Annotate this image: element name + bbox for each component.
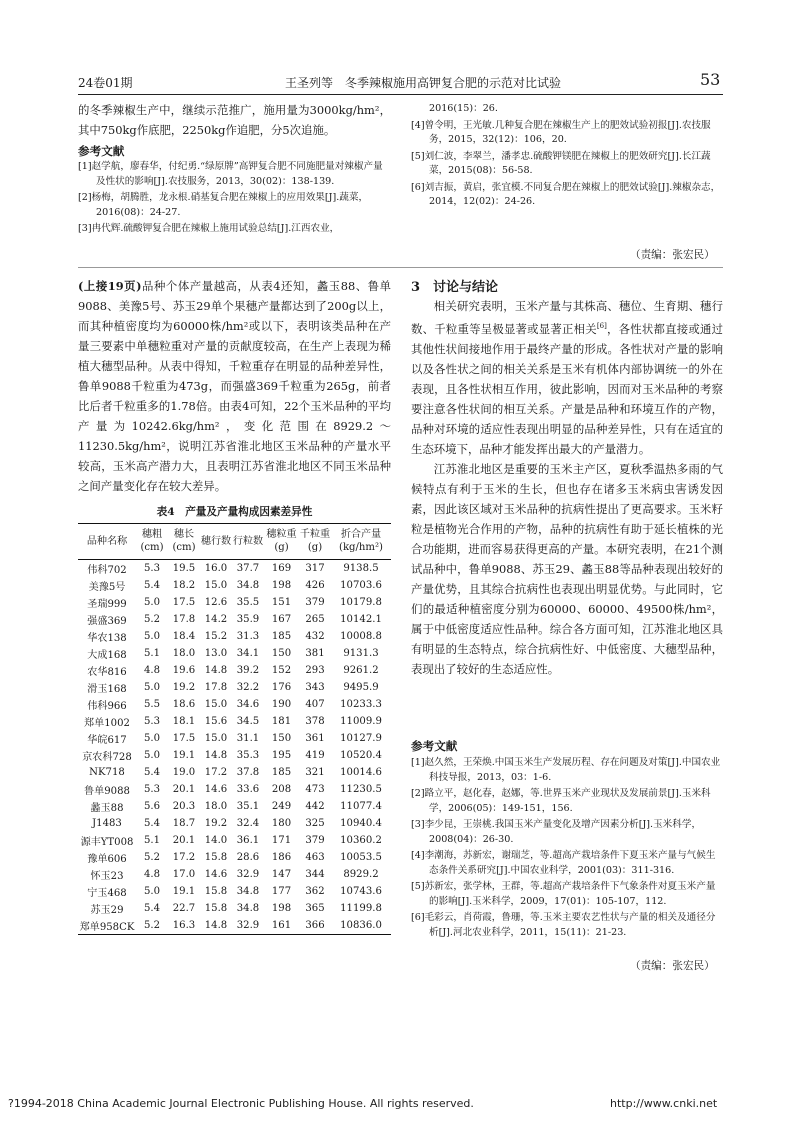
table-cell: 19.2 — [172, 682, 196, 693]
table-cell: 10360.2 — [340, 835, 382, 846]
table-cell: 19.0 — [172, 767, 196, 778]
reference-item: [3]冉代辉.硫酸钾复合肥在辣椒上施用试验总结[J].江西农业， — [78, 223, 340, 234]
table-cell: 147 — [271, 869, 292, 880]
table-cell: 19.2 — [204, 818, 228, 829]
table-cell: 9131.3 — [343, 648, 379, 659]
variety-name-cell: 源丰YT008 — [80, 837, 134, 848]
table-row — [78, 560, 391, 578]
table-cell: 31.1 — [236, 733, 260, 744]
table-cell: 35.3 — [236, 750, 260, 761]
table-cell: 15.0 — [204, 699, 228, 710]
table-cell: 15.8 — [204, 903, 228, 914]
table-cell: 11077.4 — [340, 801, 382, 812]
table-cell: 11009.9 — [340, 716, 382, 727]
table-cell: 4.8 — [143, 869, 161, 880]
table-cell: 17.2 — [204, 767, 228, 778]
table-cell: 5.1 — [143, 648, 161, 659]
reference-item: [2]杨梅，胡腾胜，龙永根.硝基复合肥在辣椒上的应用效果[J].蔬菜，2016(08)：24-27. — [78, 192, 369, 218]
table-row — [78, 696, 391, 713]
table-cell: 10014.6 — [340, 767, 382, 778]
variety-name-cell: 蠡玉88 — [90, 803, 124, 814]
table-cell: 10743.6 — [340, 886, 382, 897]
table-cell: 32.4 — [236, 818, 260, 829]
reference-item: [2]路立平，赵化春，赵娜，等.世界玉米产业现状及发展前景[J].玉米科学，2006(05)：149-151，156. — [411, 788, 711, 814]
variety-name-cell: 鲁单9088 — [84, 786, 130, 797]
table-cell: 34.8 — [236, 886, 260, 897]
table-header-cell: 穗粗(cm) — [136, 524, 168, 560]
prev-article-paragraph: 的冬季辣椒生产中，继续示范推广，施用量为3000kg/hm²，其中750kg作底肥，2250kg作追肥，分5次追施。 — [78, 103, 391, 137]
table-cell: 5.0 — [143, 597, 161, 608]
table-cell: 32.9 — [236, 869, 260, 880]
header-rule — [78, 94, 723, 95]
table-row — [78, 798, 391, 815]
table-row — [78, 577, 391, 594]
table-row — [78, 781, 391, 798]
table-cell: 17.2 — [172, 852, 196, 863]
table-cell: 34.5 — [236, 716, 260, 727]
table-cell: 325 — [305, 818, 325, 829]
table-row — [78, 645, 391, 662]
table-cell: 18.7 — [172, 818, 196, 829]
table-cell: 432 — [305, 631, 325, 642]
table-cell: 15.8 — [204, 852, 228, 863]
prev-refs-list-right — [411, 102, 723, 212]
table-cell: 19.1 — [172, 750, 196, 761]
variety-name-cell: NK718 — [89, 767, 125, 778]
table-cell: 426 — [305, 580, 325, 591]
table-cell: 171 — [271, 835, 292, 846]
table-row — [78, 730, 391, 747]
table-cell: 37.7 — [236, 563, 260, 574]
table-cell: 463 — [305, 852, 325, 863]
table-row — [78, 866, 391, 883]
table-cell: 177 — [271, 886, 292, 897]
table-row — [78, 713, 391, 730]
variety-name-cell: 滑玉168 — [87, 684, 127, 695]
table-cell: 5.3 — [143, 716, 161, 727]
table-cell: 8929.2 — [343, 869, 379, 880]
article-divider — [78, 267, 723, 268]
table-cell: 34.8 — [236, 903, 260, 914]
table-cell: 5.4 — [143, 767, 161, 778]
table-header-row — [78, 524, 391, 560]
variety-name-cell: 京农科728 — [82, 752, 132, 763]
table-cell: 4.8 — [143, 665, 161, 676]
table-row — [78, 815, 391, 832]
prev-refs-heading: 参考文献 — [78, 144, 125, 158]
table-cell: 19.5 — [172, 563, 196, 574]
table-cell: 9138.5 — [343, 563, 379, 574]
reference-item: [1]赵久然，王荣焕.中国玉米生产发展历程、存在问题及对策[J].中国农业科技导报，2013，03：1-6. — [411, 757, 721, 783]
table-cell: 22.7 — [172, 903, 196, 914]
table-cell: 5.4 — [143, 580, 161, 591]
variety-name-cell: 伟科702 — [87, 565, 127, 576]
table-cell: 11230.5 — [340, 784, 382, 795]
variety-name-cell: 大成168 — [87, 650, 127, 661]
table-row — [78, 764, 391, 781]
table-cell: 33.6 — [236, 784, 260, 795]
table-cell: 15.6 — [204, 716, 228, 727]
table-cell: 407 — [305, 699, 325, 710]
table-cell: 419 — [305, 750, 325, 761]
table-cell: 152 — [271, 665, 292, 676]
left-column-text — [78, 276, 391, 496]
table-cell: 181 — [271, 716, 292, 727]
table-cell: 5.3 — [143, 784, 161, 795]
table-cell: 366 — [299, 917, 331, 935]
table-header-cell: 行粒数 — [232, 524, 264, 560]
table-cell: 5.4 — [143, 818, 161, 829]
table-cell: 17.0 — [172, 869, 196, 880]
table-cell: 37.8 — [236, 767, 260, 778]
table-cell: 18.6 — [172, 699, 196, 710]
table-cell: 10233.3 — [340, 699, 382, 710]
table-cell: 378 — [305, 716, 325, 727]
table-row — [78, 900, 391, 917]
reference-item: [3]李少昆，王崇桃.我国玉米产量变化及增产因素分析[J].玉米科学，2008(04)：26-30. — [411, 819, 702, 845]
page-number: 53 — [700, 70, 721, 89]
table-cell: 5.1 — [143, 835, 161, 846]
table-row — [78, 832, 391, 849]
table-cell: 362 — [305, 886, 325, 897]
table-cell: 161 — [264, 917, 299, 935]
right-column-text — [411, 296, 723, 679]
table-cell: 5.0 — [143, 631, 161, 642]
table-cell: 19.6 — [172, 665, 196, 676]
variety-name-cell: 豫单606 — [87, 854, 127, 865]
table-caption: 表4 产量及产量构成因素差异性 — [156, 506, 313, 518]
variety-name-cell: 美豫5号 — [88, 582, 126, 593]
table-cell: 473 — [305, 784, 325, 795]
discussion-paragraph-1: 相关研究表明，玉米产量与其株高、穗位、生育期、穗行数、千粒重等呈极显著或显著正相关[6]，各性状都直接或通过其他性状间接地作用于最终产量的形成。各性状对产量的影响以及各性状之间的相关关系是玉米有机体内部协调统一的外在表现，且各性状相互作用，彼此影响，因而对玉米品种的考察要注意各性状间的相互关系。产量是品种和环境互作的产物，品种对环境的适应性表现出明显的品种差异性，只有在适宜的生态环境下，品种才能发挥出最大的产量潜力。 — [411, 299, 723, 456]
table-cell: 379 — [305, 835, 325, 846]
table-cell: 17.5 — [172, 597, 196, 608]
table-row — [78, 883, 391, 900]
table-cell: 293 — [305, 665, 325, 676]
variety-name-cell: 苏玉29 — [90, 905, 124, 916]
prev-refs-list-left — [78, 160, 391, 239]
table-row — [78, 849, 391, 866]
table-cell: 185 — [271, 631, 292, 642]
table-cell: 18.2 — [172, 580, 196, 591]
table-cell: 14.6 — [204, 869, 228, 880]
table-cell: 379 — [305, 597, 325, 608]
table-header-cell: 穗长(cm) — [168, 524, 200, 560]
table-cell: 343 — [305, 682, 325, 693]
table-cell: 16.3 — [168, 917, 200, 935]
table-cell: 18.1 — [172, 716, 196, 727]
table-cell: 321 — [305, 767, 325, 778]
table-cell: 11199.8 — [340, 903, 382, 914]
variety-name-cell: 农华816 — [87, 667, 127, 678]
citation-6: [6] — [596, 322, 607, 330]
variety-name-cell: 郑单958CK — [78, 917, 136, 935]
table-row — [78, 594, 391, 611]
continued-from-label: (上接19页) — [78, 279, 142, 293]
table-cell: 5.2 — [143, 614, 161, 625]
table-cell: 186 — [271, 852, 292, 863]
table-cell: 17.8 — [204, 682, 228, 693]
table-cell: 5.0 — [143, 682, 161, 693]
table-header-cell: 折合产量(kg/hm²) — [331, 524, 391, 560]
table-4 — [78, 523, 391, 935]
table-cell: 34.8 — [236, 580, 260, 591]
table-cell: 15.0 — [204, 733, 228, 744]
table-cell: 34.6 — [236, 699, 260, 710]
reference-item: [6]刘吉振，黄启，张宜模.不同复合肥在辣椒上的肥效试验[J].辣椒杂志，2014，12(02)：24-26. — [411, 181, 721, 207]
table-cell: 365 — [305, 903, 325, 914]
table-cell: 32.9 — [232, 917, 264, 935]
table-cell: 35.9 — [236, 614, 260, 625]
table-cell: 150 — [271, 648, 292, 659]
reference-item: [4]曾令明，王光敏.几种复合肥在辣椒生产上的肥效试验初报[J].农技服务，2015，32(12)：106，20. — [411, 119, 711, 145]
table-row — [78, 679, 391, 696]
table-cell: 249 — [271, 801, 292, 812]
table-cell: 344 — [305, 869, 325, 880]
table-cell: 176 — [271, 682, 292, 693]
table-cell: 5.5 — [143, 699, 161, 710]
variety-name-cell: 华皖617 — [87, 735, 127, 746]
table-cell: 10520.4 — [340, 750, 382, 761]
table-row — [78, 747, 391, 764]
table-cell: 9495.9 — [343, 682, 379, 693]
table-cell: 10836.0 — [331, 917, 391, 935]
table-cell: 20.1 — [172, 784, 196, 795]
table-cell: 14.2 — [204, 614, 228, 625]
table-cell: 35.1 — [236, 801, 260, 812]
table-cell: 190 — [271, 699, 292, 710]
table-cell: 5.3 — [143, 563, 161, 574]
table-cell: 150 — [271, 733, 292, 744]
table-cell: 5.2 — [143, 852, 161, 863]
table-cell: 265 — [305, 614, 325, 625]
table-row — [78, 917, 391, 935]
variety-name-cell: 宁玉468 — [87, 888, 127, 899]
table-cell: 208 — [271, 784, 292, 795]
table-cell: 39.2 — [236, 665, 260, 676]
table-cell: 169 — [271, 563, 292, 574]
table-cell: 10142.1 — [340, 614, 382, 625]
table-cell: 10179.8 — [340, 597, 382, 608]
table-cell: 10703.6 — [340, 580, 382, 591]
reference-item: [4]李潮海，苏新宏，谢瑞芝，等.超高产栽培条件下夏玉米产量与气候生态条件关系研究[J].中国农业科学，2001(03)：311-316. — [411, 850, 716, 876]
refs-heading: 参考文献 — [411, 739, 458, 753]
reference-item-continued: 2016(15)：26. — [429, 103, 498, 114]
table-cell: 317 — [305, 563, 325, 574]
table-cell: 5.6 — [143, 801, 161, 812]
table-cell: 14.0 — [204, 835, 228, 846]
table-cell: 381 — [305, 648, 325, 659]
table-cell: 198 — [271, 580, 292, 591]
table-header-cell: 穗行数 — [200, 524, 232, 560]
table-cell: 14.8 — [204, 750, 228, 761]
variety-name-cell: 强盛369 — [87, 616, 127, 627]
table-cell: 195 — [271, 750, 292, 761]
reference-item: [6]毛彩云，肖荷霞，鲁珊，等.玉米主要农艺性状与产量的相关及通径分析[J].河北农业科学，2011，15(11)：21-23. — [411, 912, 716, 938]
table-cell: 15.2 — [204, 631, 228, 642]
table-cell: 13.0 — [204, 648, 228, 659]
table-cell: 14.6 — [204, 784, 228, 795]
variety-name-cell: 华农138 — [87, 633, 127, 644]
table-cell: 28.6 — [236, 852, 260, 863]
table-cell: 36.1 — [236, 835, 260, 846]
table-header-cell: 穗粒重(g) — [264, 524, 299, 560]
table-row — [78, 662, 391, 679]
table-cell: 5.0 — [143, 750, 161, 761]
table-cell: 15.8 — [204, 886, 228, 897]
table-row — [78, 611, 391, 628]
variety-name-cell: 伟科966 — [87, 701, 127, 712]
table-cell: 17.5 — [172, 733, 196, 744]
table-cell: 167 — [271, 614, 292, 625]
table-cell: 20.1 — [172, 835, 196, 846]
reference-item: [1]赵学航，廖春华，付纪勇.“绿原牌”高钾复合肥不同施肥量对辣椒产量及性状的影响[J].农技服务，2013，30(02)：138-139. — [78, 161, 383, 187]
table-cell: 5.4 — [143, 903, 161, 914]
reference-item: [5]苏新宏，张学林，王群，等.超高产栽培条件下气象条件对夏玉米产量的影响[J].玉米科学，2009，17(01)：105-107，112. — [411, 881, 716, 907]
journal-issue: 24卷01期 — [78, 76, 133, 90]
table-cell: 34.1 — [236, 648, 260, 659]
table-cell: 185 — [271, 767, 292, 778]
continued-paragraph — [78, 276, 391, 496]
table-cell: 15.0 — [204, 580, 228, 591]
table-cell: 19.1 — [172, 886, 196, 897]
cnki-url[interactable]: http://www.cnki.net — [610, 1097, 718, 1110]
refs-list — [411, 756, 723, 942]
table-cell: 10127.9 — [340, 733, 382, 744]
table-cell: 12.6 — [204, 597, 228, 608]
table-cell: 180 — [271, 818, 292, 829]
table-cell: 5.0 — [143, 733, 161, 744]
table-cell: 18.0 — [204, 801, 228, 812]
table-cell: 361 — [305, 733, 325, 744]
table-cell: 9261.2 — [343, 665, 379, 676]
table-cell: 10008.8 — [340, 631, 382, 642]
table-cell: 151 — [271, 597, 292, 608]
section-title: 3 讨论与结论 — [411, 280, 499, 295]
table-row — [78, 628, 391, 645]
continued-paragraph-text: 品种个体产量越高，从表4还知，蠡玉88、鲁单9088、美豫5号、苏玉29单个果穗产量都达到了200g以上，而其种植密度均为60000株/hm²或以下，表明该类品种在产量三要素中单穗粒重对产量的贡献度较高，在生产上表现为稀植大穗型品种。从表中得知，千粒重存在明显的品种差异性，鲁单9088千粒重为473g，而强盛369千粒重为265g，前者比后者千粒重多的1.78倍。由表4可知，22个玉米品种的平均产量为10242.6kg/hm²，变化范围在8929.2～11230.5kg/hm²，说明江苏省淮北地区玉米品种的产量水平较高，玉米高产潜力大，且表明江苏省淮北地区不同玉米品种之间产量变化存在较大差异。 — [78, 279, 391, 493]
table-cell: 198 — [271, 903, 292, 914]
variety-name-cell: 圣瑞999 — [87, 599, 127, 610]
table-cell: 5.2 — [136, 917, 168, 935]
table-cell: 5.0 — [143, 886, 161, 897]
table-body — [78, 560, 391, 935]
table-header-cell: 千粒重(g) — [299, 524, 331, 560]
editor-note-top: （责编：张宏民） — [630, 249, 715, 261]
reference-item: [5]刘仁波，李翠兰，潘孝忠.硫酸钾镁肥在辣椒上的肥效研究[J].长江蔬菜，2015(08)：56-58. — [411, 150, 711, 176]
variety-name-cell: J1483 — [92, 818, 122, 829]
table-cell: 32.2 — [236, 682, 260, 693]
prev-article-tail — [78, 100, 391, 140]
table-cell: 17.8 — [172, 614, 196, 625]
editor-note-bottom: （责编：张宏民） — [630, 960, 715, 972]
variety-name-cell: 郑单1002 — [84, 718, 130, 729]
table-header-cell: 品种名称 — [78, 524, 136, 560]
variety-name-cell: 怀玉23 — [90, 871, 124, 882]
table-cell: 442 — [305, 801, 325, 812]
table-cell: 31.3 — [236, 631, 260, 642]
table-cell: 14.8 — [204, 665, 228, 676]
copyright-footer: ?1994-2018 China Academic Journal Electronic Publishing House. All rights reserved. — [8, 1097, 474, 1110]
table-cell: 20.3 — [172, 801, 196, 812]
table-cell: 35.5 — [236, 597, 260, 608]
table-cell: 16.0 — [204, 563, 228, 574]
table-cell: 10053.5 — [340, 852, 382, 863]
discussion-paragraph-2: 江苏淮北地区是重要的玉米主产区，夏秋季温热多雨的气候特点有利于玉米的生长，但也存在诸多玉米病虫害诱发因素，因此该区域对玉米品种的抗病性提出了更高要求。玉米籽粒是植物光合作用的产物，品种的抗病性有助于延长植株的光合功能期，进而容易获得更高的产量。本研究表明，在21个测试品种中，鲁单9088、苏玉29、蠡玉88等品种表现出较好的产量优势，且其综合抗病性也表现出明显优势。与此同时，它们的最适种植密度分别为60000、60000、49500株/hm²，属于中低密度适应性品种。综合各方面可知，江苏淮北地区具有明显的生态特点，综合抗病性好、中低密度、大穗型品种，表现出了较好的生态适应性。 — [411, 461, 723, 676]
running-title: 王圣列等 冬季辣椒施用高钾复合肥的示范对比试验 — [285, 76, 562, 90]
table-cell: 18.0 — [172, 648, 196, 659]
table-cell: 18.4 — [172, 631, 196, 642]
table-cell: 14.8 — [200, 917, 232, 935]
table-cell: 10940.4 — [340, 818, 382, 829]
